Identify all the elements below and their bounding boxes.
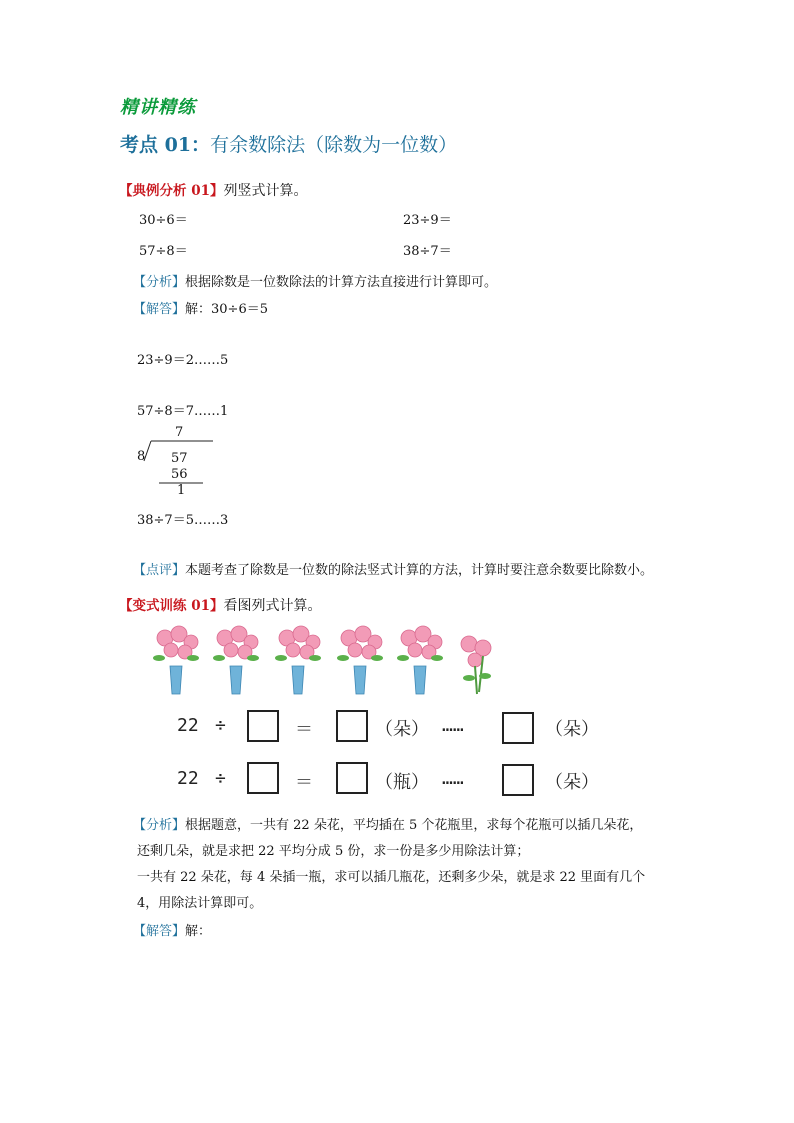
example-prompt: 列竖式计算。 bbox=[223, 183, 308, 199]
row2-unit1: （瓶） bbox=[375, 772, 429, 793]
analysis-1 bbox=[133, 271, 497, 290]
row2-divisor-box[interactable] bbox=[247, 762, 279, 794]
row2-divide: ÷ bbox=[215, 768, 226, 789]
answer-1-line2: 23÷9＝2……5 bbox=[137, 353, 229, 368]
analysis-2-line1 bbox=[133, 814, 642, 833]
row2-dots: …… bbox=[442, 768, 464, 789]
answer-1-line3: 57÷8＝7……1 bbox=[137, 404, 229, 419]
example-tag: 【典例分析 01】 bbox=[119, 183, 224, 199]
answer-2-tag: 【解答】 bbox=[133, 924, 186, 939]
comment bbox=[133, 559, 653, 578]
row2-unit2: （朵） bbox=[545, 772, 599, 793]
vase-icon bbox=[395, 624, 445, 696]
product: 56 bbox=[171, 467, 188, 482]
answer-1-tag: 【解答】 bbox=[133, 302, 186, 317]
row1-remainder-box[interactable] bbox=[502, 712, 534, 744]
analysis-2-tag: 【分析】 bbox=[133, 818, 186, 833]
flower-figure bbox=[137, 618, 604, 801]
quotient: 7 bbox=[175, 425, 184, 440]
problem-2: 23÷9＝ bbox=[403, 213, 452, 228]
analysis-2-line2: 还剩几朵，就是求把 22 平均分成 5 份，求一份是多少用除法计算； bbox=[137, 844, 530, 859]
vase-icon bbox=[151, 624, 201, 696]
analysis-2-text1: 根据题意，一共有 22 朵花，平均插在 5 个花瓶里，求每个花瓶可以插几朵花， bbox=[185, 818, 643, 833]
dividend: 57 bbox=[171, 451, 188, 466]
practice-heading bbox=[119, 594, 322, 615]
remainder: 1 bbox=[177, 483, 186, 498]
analysis-1-tag: 【分析】 bbox=[133, 275, 186, 290]
answer-1-line4: 38÷7＝5……3 bbox=[137, 513, 229, 528]
row1-divisor-box[interactable] bbox=[247, 710, 279, 742]
comment-tag: 【点评】 bbox=[133, 563, 186, 578]
problem-1: 30÷6＝ bbox=[139, 213, 188, 228]
row1-number: 22 bbox=[177, 715, 199, 736]
row1-divide: ÷ bbox=[215, 715, 226, 736]
answer-1-lead: 解：30÷6＝5 bbox=[185, 302, 268, 317]
comment-text: 本题考查了除数是一位数的除法竖式计算的方法，计算时要注意余数要比除数小。 bbox=[185, 563, 654, 578]
row2-quotient-box[interactable] bbox=[336, 762, 368, 794]
practice-tag: 【变式训练 01】 bbox=[119, 598, 224, 614]
vase-icon bbox=[273, 624, 323, 696]
vase-icon bbox=[335, 624, 385, 696]
vase-icon bbox=[211, 624, 261, 696]
row1-equals: ＝ bbox=[295, 719, 313, 740]
topic-text: 有余数除法（除数为一位数） bbox=[210, 134, 458, 156]
analysis-2-line4: 4，用除法计算即可。 bbox=[137, 896, 263, 911]
row2-number: 22 bbox=[177, 768, 199, 789]
row1-unit1: （朵） bbox=[375, 719, 429, 740]
loose-flowers-icon bbox=[455, 632, 499, 696]
long-division bbox=[137, 423, 215, 497]
row2-remainder-box[interactable] bbox=[502, 764, 534, 796]
answer-2-lead: 解： bbox=[185, 924, 212, 939]
row2-equals: ＝ bbox=[295, 772, 313, 793]
problem-3: 57÷8＝ bbox=[139, 244, 188, 259]
row1-unit2: （朵） bbox=[545, 719, 599, 740]
example-heading bbox=[119, 179, 308, 200]
section-header: 精讲精练 bbox=[120, 97, 196, 118]
topic-title bbox=[120, 130, 457, 157]
analysis-2-line3: 一共有 22 朵花，每 4 朵插一瓶，求可以插几瓶花，还剩多少朵，就是求 22 里面有几个 bbox=[137, 870, 646, 885]
answer-1 bbox=[133, 298, 268, 317]
problem-4: 38÷7＝ bbox=[403, 244, 452, 259]
row1-dots: …… bbox=[442, 715, 464, 736]
divisor: 8 bbox=[137, 449, 146, 464]
row1-quotient-box[interactable] bbox=[336, 710, 368, 742]
practice-prompt: 看图列式计算。 bbox=[223, 598, 322, 614]
analysis-1-text: 根据除数是一位数除法的计算方法直接进行计算即可。 bbox=[185, 275, 498, 290]
answer-2 bbox=[133, 920, 211, 939]
topic-prefix: 考点 01： bbox=[120, 134, 211, 156]
